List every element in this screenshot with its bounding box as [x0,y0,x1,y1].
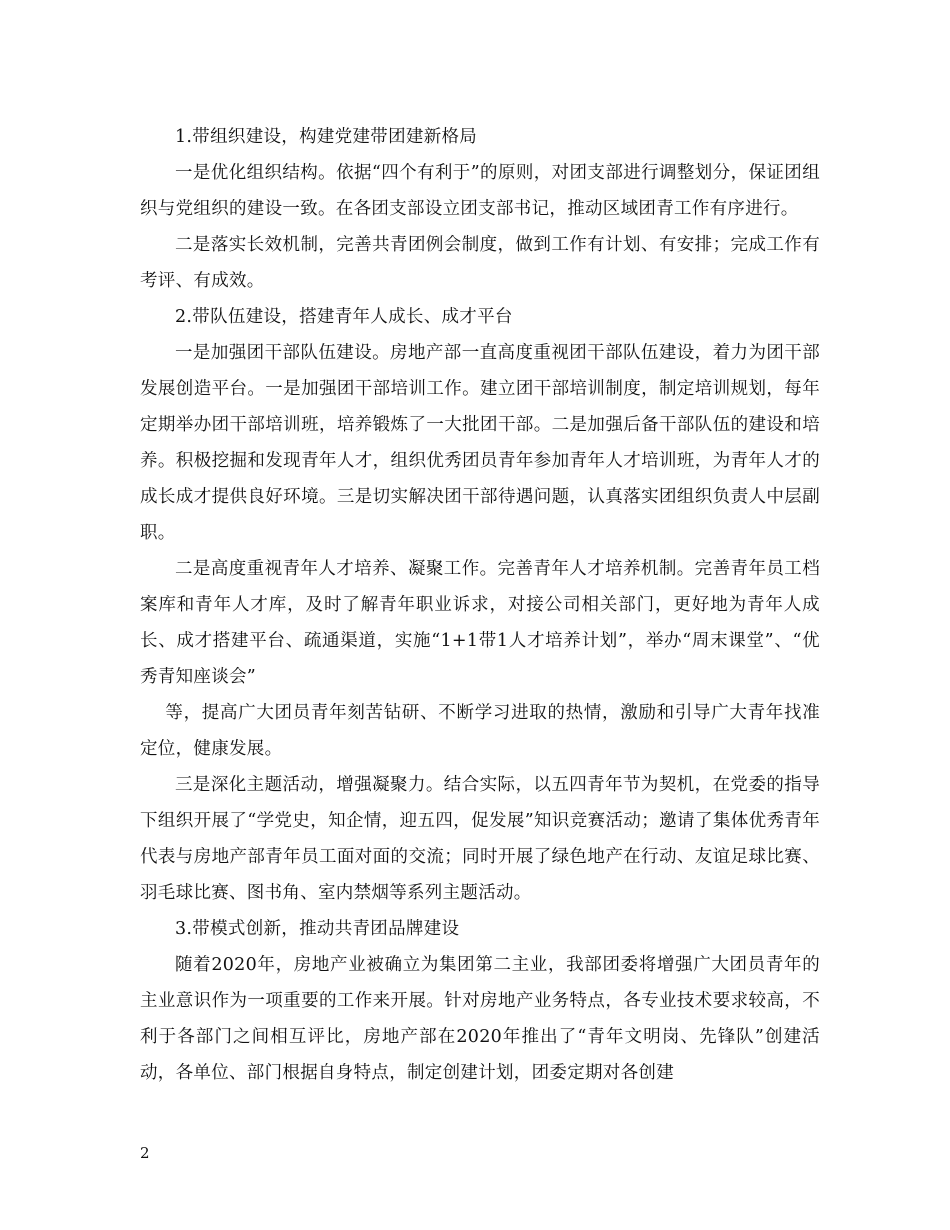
body-paragraph: 一是加强团干部队伍建设。房地产部一直高度重视团干部队伍建设，着力为团干部发展创造平台。一是加强团干部培训工作。建立团干部培训制度，制定培训规划，每年定期举办团干部培训班，培养锻炼了一大批团干部。二是加强后备干部队伍的建设和培养。积极挖掘和发现青年人才，组织优秀团员青年参加青年人才培训班，为青年人才的成长成才提供良好环境。三是切实解决团干部待遇问题，认真落实团组织负责人中层副职。 [140,343,820,543]
body-paragraph: 二是落实长效机制，完善共青团例会制度，做到工作有计划、有安排；完成工作有考评、有成效。 [140,235,820,291]
body-paragraph: 等，提高广大团员青年刻苦钻研、不断学习进取的热情，激励和引导广大青年找准定位，健康发展。 [140,703,820,759]
section-heading-2: 2.带队伍建设，搭建青年人成长、成才平台 [175,307,513,327]
body-paragraph: 二是高度重视青年人才培养、凝聚工作。完善青年人才培养机制。完善青年员工档案库和青年人才库，及时了解青年职业诉求，对接公司相关部门，更好地为青年人成长、成才搭建平台、疏通渠道，实施“1+1带1人才培养计划”，举办“周末课堂”、“优秀青知座谈会” [140,559,820,687]
section-heading-3: 3.带模式创新，推动共青团品牌建设 [175,919,460,939]
body-paragraph: 一是优化组织结构。依据“四个有利于”的原则，对团支部进行调整划分，保证团组织与党组织的建设一致。在各团支部设立团支部书记，推动区域团青工作有序进行。 [140,163,820,219]
body-paragraph: 随着2020年，房地产业被确立为集团第二主业，我部团委将增强广大团员青年的主业意识作为一项重要的工作来开展。针对房地产业务特点，各专业技术要求较高，不利于各部门之间相互评比，房地产部在2020年推出了“青年文明岗、先锋队”创建活动，各单位、部门根据自身特点，制定创建计划，团委定期对各创建 [140,955,820,1083]
page-number: 2 [140,1144,150,1162]
document-body [140,119,820,1091]
section-heading-1: 1.带组织建设，构建党建带团建新格局 [175,127,478,147]
body-paragraph: 三是深化主题活动，增强凝聚力。结合实际，以五四青年节为契机，在党委的指导下组织开展了“学党史，知企情，迎五四，促发展”知识竞赛活动；邀请了集体优秀青年代表与房地产部青年员工面对面的交流；同时开展了绿色地产在行动、友谊足球比赛、羽毛球比赛、图书角、室内禁烟等系列主题活动。 [140,775,820,903]
